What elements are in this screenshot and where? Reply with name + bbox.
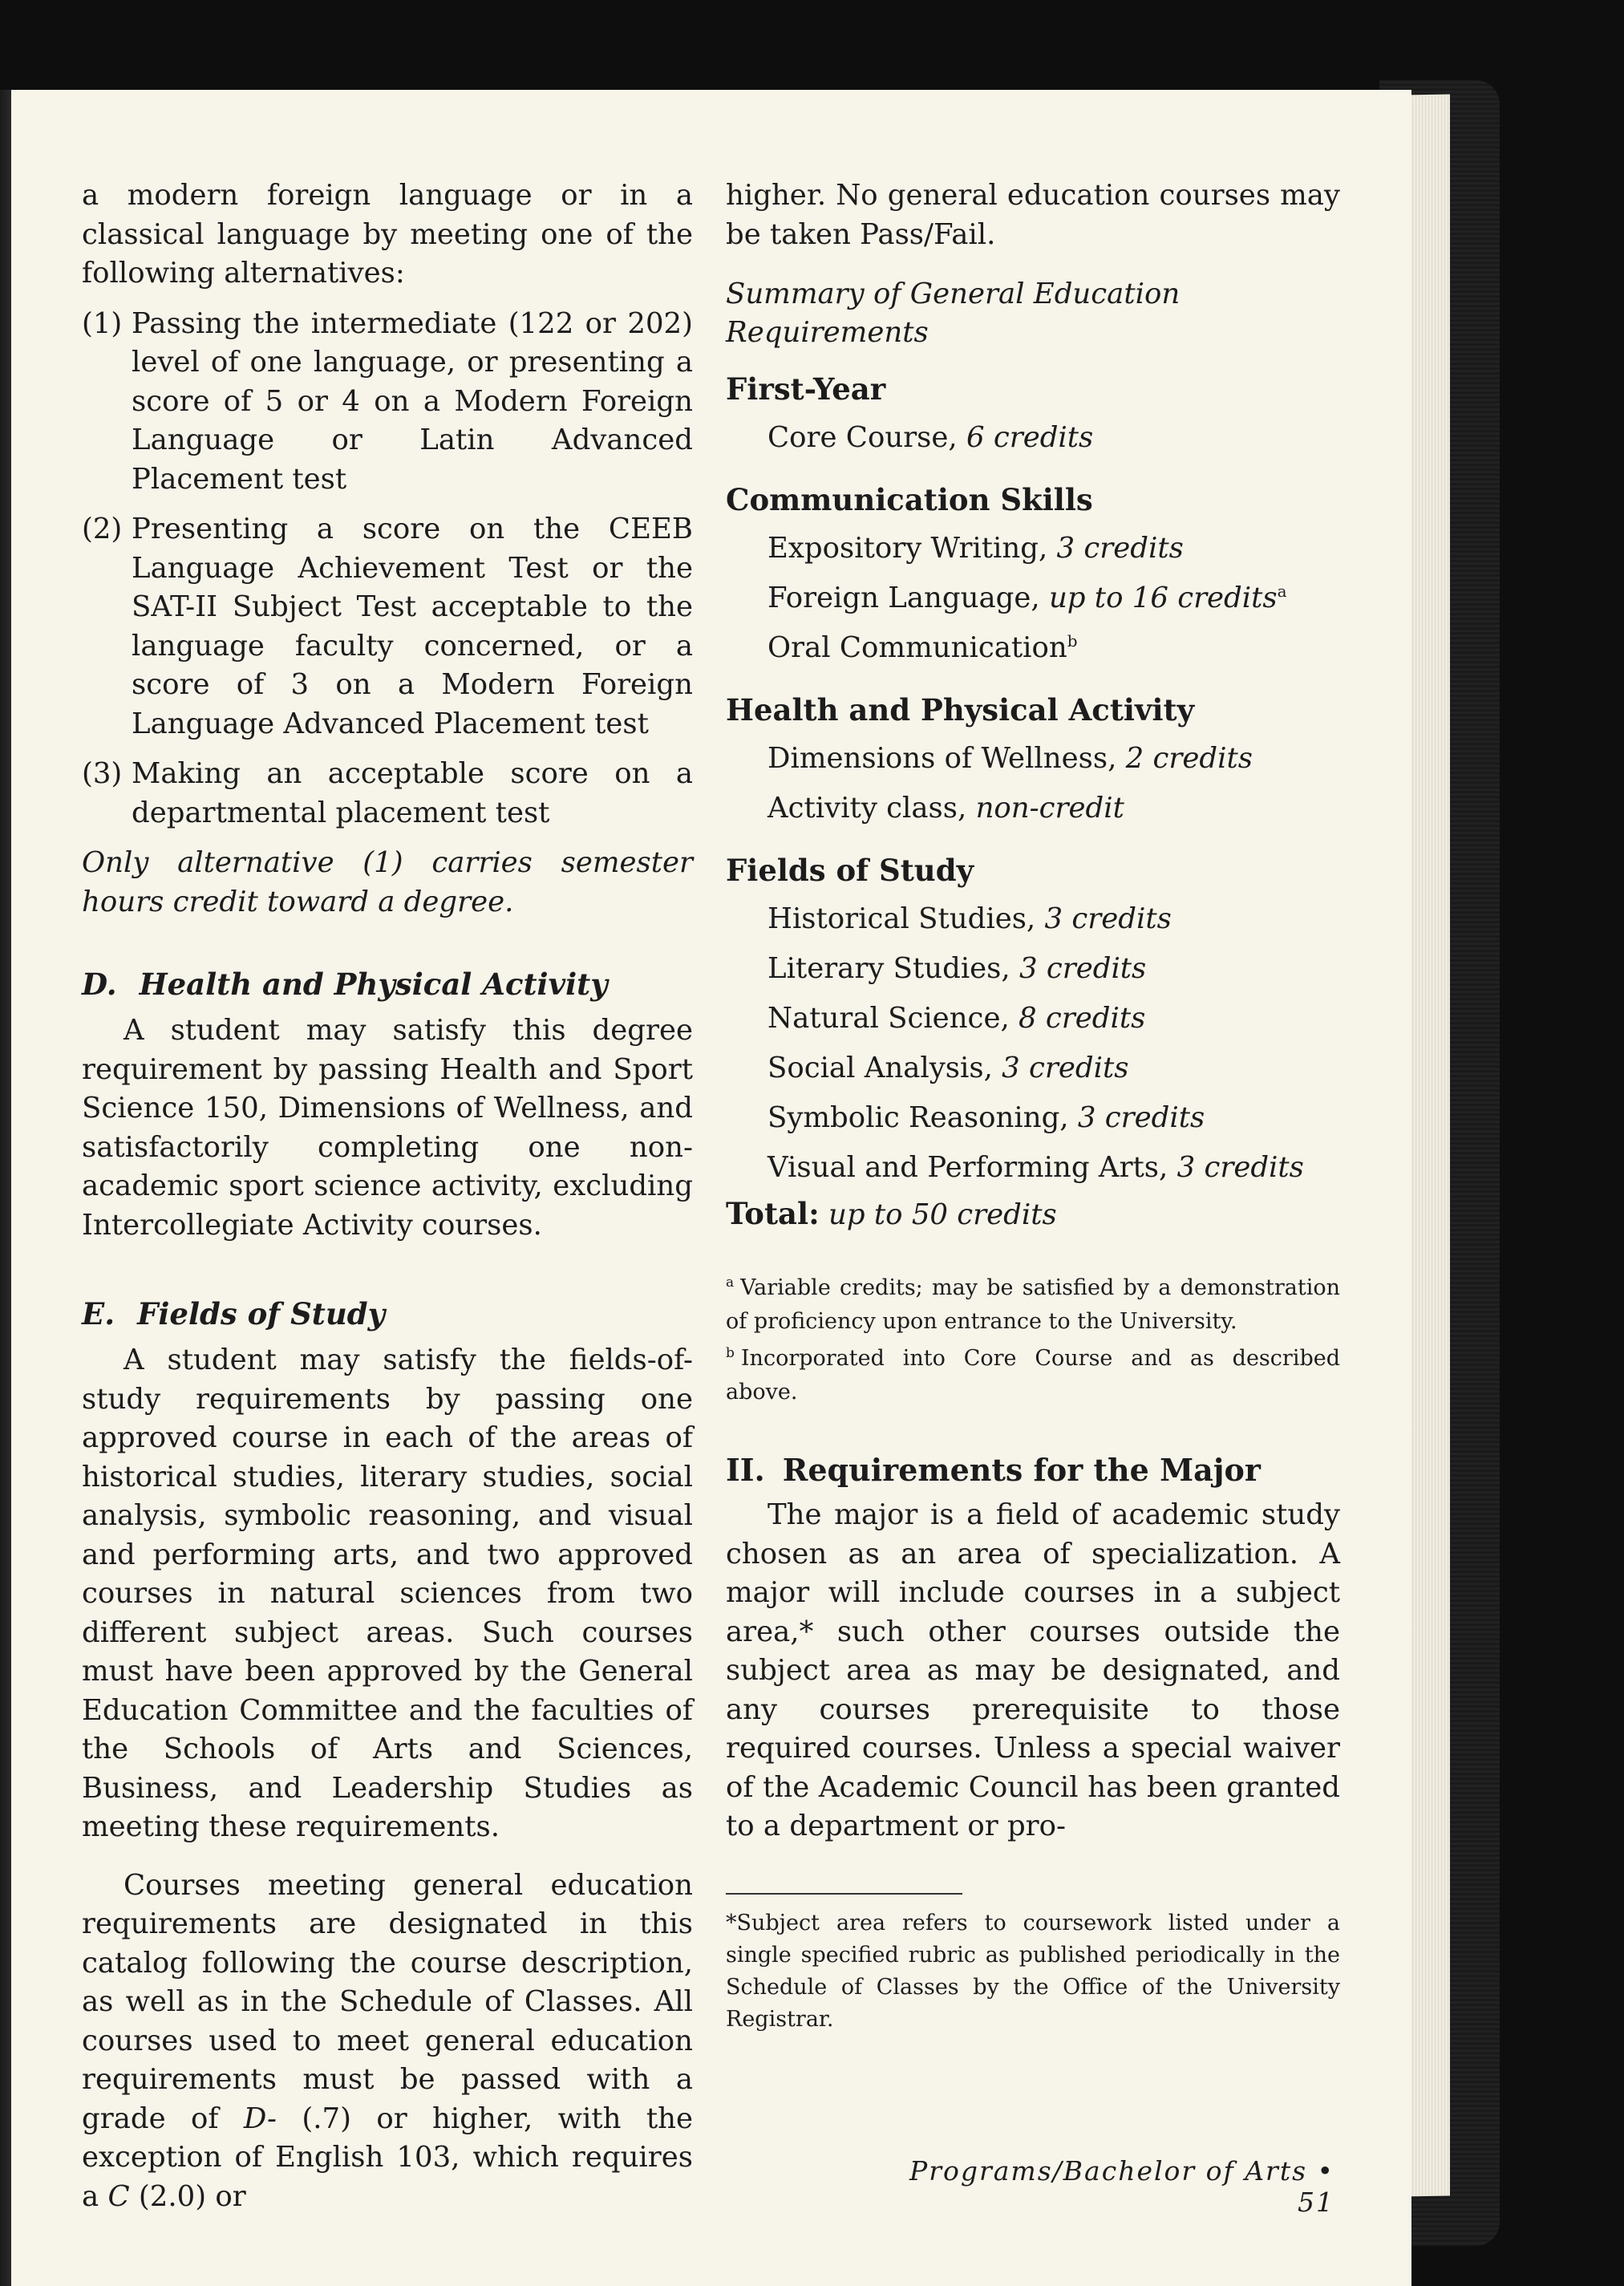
- major-section-title: Requirements for the Major: [782, 1452, 1261, 1488]
- footnote: *Subject area refers to coursework listed under a single specified rubric as published periodically in the Schedule of Classes by the Office of the University Registrar.: [726, 1910, 1340, 2032]
- left-column: [82, 176, 693, 2216]
- section-e-heading: [82, 1295, 693, 1333]
- item-name: Oral Communication: [767, 631, 1067, 664]
- item-name: Social Analysis,: [767, 1052, 1002, 1084]
- item-credit: 6 credits: [966, 421, 1094, 454]
- list-item-text: Presenting a score on the CEEB Language Achievement Test or the SAT-II Subject Test acceptable to the language faculty concerned, or a score of 3 on a Modern Foreign Language Advanced Placement test: [132, 513, 693, 740]
- item-name: Historical Studies,: [767, 902, 1045, 935]
- section-e-title: Fields of Study: [137, 1296, 386, 1331]
- footnote-marker: a: [1277, 582, 1287, 602]
- summary-item: [726, 994, 1340, 1044]
- section-d-heading: [82, 965, 693, 1003]
- footnote-divider: [726, 1893, 962, 1895]
- item-credit: 8 credits: [1019, 1002, 1146, 1035]
- major-section-heading: [726, 1451, 1340, 1490]
- list-item-text: Passing the intermediate (122 or 202) level of one language, or presenting a score of 5 or 4 on a Modern Foreign Language or Latin Advanced Placement test: [132, 306, 693, 496]
- total-label: Total:: [726, 1196, 820, 1231]
- catalog-page: [11, 90, 1411, 2286]
- section-e-paragraph-2: [82, 1866, 693, 2217]
- major-paragraph: The major is a field of academic study chosen as an area of specialization. A major will include courses in a subject area,* such other courses outside the subject area as may be designated, and any courses prerequisite to those required courses. Unless a special waiver of the Academic Council has been granted to a department or pro-: [726, 1498, 1340, 1842]
- item-credit: 2 credits: [1125, 742, 1253, 775]
- summary-group-heading: First-Year: [726, 371, 886, 407]
- summary-item: [726, 1143, 1340, 1193]
- summary-title: Summary of General Education Requirements: [726, 278, 1181, 349]
- section-d-letter: D.: [82, 967, 117, 1002]
- summary-item: [726, 1044, 1340, 1093]
- item-name: Core Course,: [767, 421, 966, 454]
- list-item-number: (1): [82, 306, 123, 340]
- right-column: [726, 176, 1340, 2036]
- summary-group-heading: Communication Skills: [726, 482, 1093, 517]
- summary-item: [726, 894, 1340, 944]
- item-credit: non-credit: [975, 792, 1124, 825]
- summary-item: [726, 734, 1340, 784]
- continuation-paragraph: higher. No general education courses may be taken Pass/Fail.: [726, 179, 1340, 251]
- item-credit: 3 credits: [1019, 952, 1147, 985]
- total-value: up to 50 credits: [828, 1198, 1057, 1231]
- list-item-number: (3): [82, 757, 123, 790]
- list-item: [82, 305, 693, 500]
- footnote-marker: b: [1067, 631, 1078, 651]
- book-binding-left: [0, 90, 11, 2286]
- item-credit: 3 credits: [1077, 1101, 1205, 1134]
- item-name: Natural Science,: [767, 1002, 1019, 1035]
- item-name: Expository Writing,: [767, 532, 1057, 565]
- item-name: Dimensions of Wellness,: [767, 742, 1126, 775]
- summary-group-heading: Fields of Study: [726, 853, 974, 888]
- note-text: Variable credits; may be satisfied by a demonstration of proficiency upon entrance to the University.: [726, 1275, 1340, 1334]
- intro-paragraph: a modern foreign language or in a classical language by meeting one of the following alternatives:: [82, 179, 693, 290]
- section-e-letter: E.: [82, 1296, 115, 1331]
- item-name: Literary Studies,: [767, 952, 1019, 985]
- item-name: Visual and Performing Arts,: [767, 1151, 1177, 1184]
- item-credit: up to 16 credits: [1048, 582, 1278, 614]
- item-name: Foreign Language,: [767, 582, 1049, 614]
- note-marker: b: [726, 1345, 735, 1361]
- summary-item: [726, 944, 1340, 994]
- summary-item: [726, 574, 1340, 623]
- major-section-number: II.: [726, 1452, 765, 1488]
- list-item-text: Making an acceptable score on a departmental placement test: [132, 757, 693, 829]
- list-item-number: (2): [82, 513, 123, 545]
- item-name: Symbolic Reasoning,: [767, 1101, 1078, 1134]
- item-credit: 3 credits: [1044, 902, 1172, 935]
- summary-item: [726, 1093, 1340, 1143]
- item-credit: 3 credits: [1002, 1052, 1129, 1084]
- summary-item: [726, 784, 1340, 833]
- total-line: [726, 1194, 1340, 1234]
- list-item: [82, 755, 693, 833]
- paragraph-text: (2.0) or: [129, 2179, 246, 2213]
- paragraph-text: (.7) or higher, with the exception of English 103, which requires a: [82, 2102, 693, 2213]
- item-credit: 3 credits: [1176, 1151, 1304, 1184]
- summary-item: [726, 413, 1340, 463]
- note-text: Incorporated into Core Course and as described above.: [726, 1346, 1340, 1404]
- note-item: [726, 1342, 1340, 1409]
- summary-group-heading: Health and Physical Activity: [726, 692, 1195, 728]
- section-d-title: Health and Physical Activity: [139, 967, 608, 1002]
- grade-d: D-: [243, 2102, 277, 2135]
- section-e-paragraph: A student may satisfy the fields-of-study requirements by passing one approved course in each of the areas of historical studies, literary studies, social analysis, symbolic reasoning, and visual and performing arts, and two approved courses in natural sciences from two different subject areas. Such courses must have been approved by the General Education Committee and the faculties of the Schools of Arts and Sciences, Business, and Leadership Studies as meeting these requirements.: [82, 1344, 693, 1843]
- item-name: Activity class,: [767, 792, 976, 825]
- running-footer: Programs/Bachelor of Arts • 51: [909, 2155, 1334, 2218]
- alternatives-list: [82, 305, 693, 833]
- paragraph-text: Courses meeting general education requirements are designated in this catalog following the course description, as well as in the Schedule of Classes. All courses used to meet general education requirements must be passed with a grade of: [82, 1868, 693, 2135]
- summary-notes: [726, 1271, 1340, 1409]
- summary-item: [726, 524, 1340, 574]
- item-credit: 3 credits: [1056, 532, 1184, 565]
- note-item: [726, 1271, 1340, 1339]
- summary-item: [726, 623, 1340, 673]
- alternative-credit-note: Only alternative (1) carries semester hours credit toward a degree.: [82, 846, 693, 918]
- grade-c: C: [107, 2179, 130, 2213]
- list-item: [82, 510, 693, 744]
- note-marker: a: [726, 1275, 735, 1291]
- section-d-paragraph: A student may satisfy this degree requirement by passing Health and Sport Science 150, Dimensions of Wellness, and satisfactorily completing one non-academic sport science activity, excluding Intercollegiate Activity courses.: [82, 1014, 693, 1242]
